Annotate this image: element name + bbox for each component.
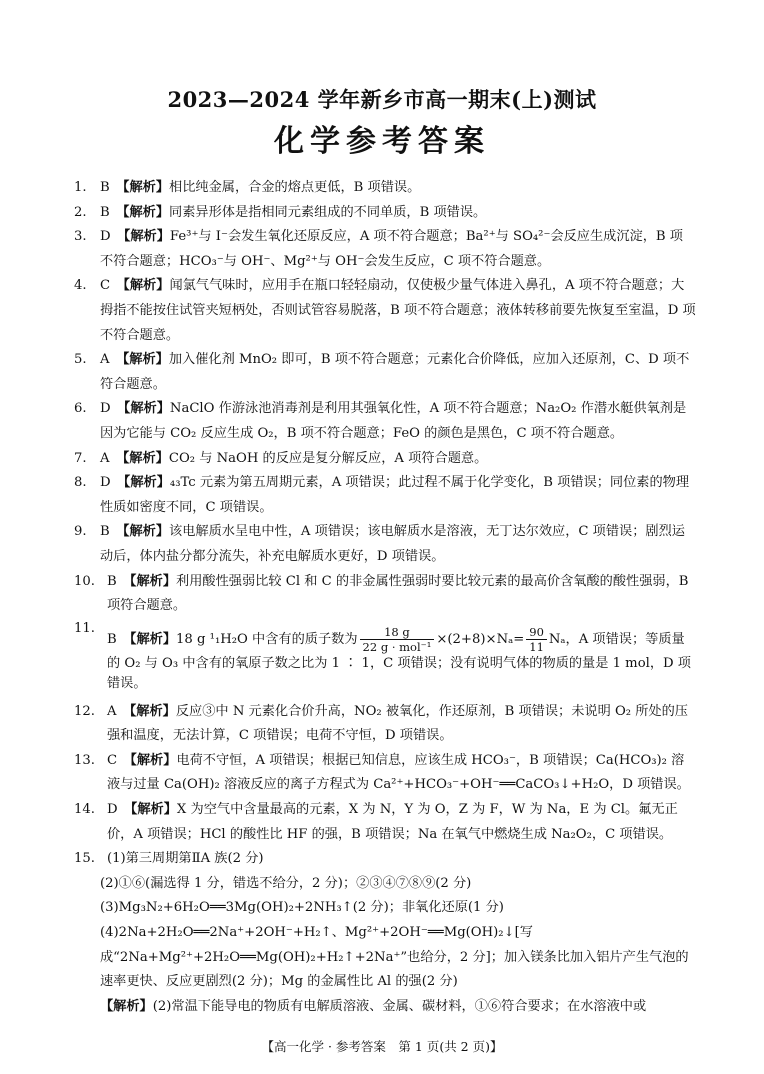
page-footer: 【高一化学 · 参考答案 第 1 页(共 2 页)】 — [261, 1039, 503, 1054]
q15-line-1: (1)第三周期第ⅡA 族(2 分) — [107, 851, 264, 867]
analysis-tag: 【解析】 — [129, 573, 177, 589]
analysis-tag: 【解析】 — [123, 401, 170, 417]
item-answer: A — [107, 703, 117, 719]
item-answer: B — [107, 573, 117, 589]
result-fraction — [526, 625, 547, 654]
item-number: 3. — [74, 229, 87, 245]
analysis-tag: 【解析】 — [100, 998, 153, 1014]
answer-item-4 — [74, 274, 696, 348]
item-number: 4. — [74, 278, 87, 294]
item-text: 相比纯金属，合金的熔点更低，B 项错误。 — [169, 180, 421, 195]
item-number: 13. — [74, 752, 95, 768]
item-number: 14. — [74, 802, 95, 818]
answer-item-6 — [74, 397, 696, 446]
q15-line-4-block — [74, 921, 696, 995]
item-number: 1. — [74, 180, 87, 195]
item-text: Fe³⁺与 I⁻会发生氧化还原反应，A 项不符合题意；Ba²⁺与 SO₄²⁻会反应生成沉淀，B 项不符合题意；HCO₃⁻与 OH⁻、Mg²⁺与 OH⁻会发生反应，C 项不符合题意。 — [100, 229, 683, 269]
analysis-tag: 【解析】 — [129, 703, 176, 719]
item-text: CO₂ 与 NaOH 的反应是复分解反应，A 项符合题意。 — [168, 450, 488, 466]
item-text: X 为空气中含量最高的元素，X 为 N，Y 为 O，Z 为 F，W 为 Na，E 为 Cl。氟无正价，A 项错误；HCl 的酸性比 HF 的强，B 项错误；Na 在氧气中燃烧生成 Na₂O₂，C 项错误。 — [107, 802, 678, 842]
analysis-tag: 【解析】 — [122, 204, 170, 220]
fraction-numerator: 18 g — [360, 625, 435, 640]
item-text: 加入催化剂 MnO₂ 即可，B 项不符合题意；元素化合价降低，应加入还原剂，C、D 项不符合题意。 — [100, 352, 690, 392]
analysis-tag: 【解析】 — [123, 278, 170, 294]
item-number: 7. — [74, 450, 87, 466]
item-answer: B — [100, 180, 110, 195]
answer-item-9 — [74, 520, 696, 569]
item-answer: D — [107, 802, 118, 818]
item-text-pre: 18 g ¹₁H₂O 中含有的质子数为 — [176, 631, 358, 647]
item-number: 9. — [74, 524, 87, 540]
item-text-mid: ×(2+8)×Nₐ= — [436, 631, 525, 647]
item-text: 利用酸性强弱比较 Cl 和 C 的非金属性强弱时要比较元素的最高价含氧酸的酸性强弱，B 项符合题意。 — [107, 573, 689, 614]
analysis-tag: 【解析】 — [122, 180, 170, 195]
item-number: 5. — [74, 352, 87, 368]
answer-item-15 — [74, 847, 696, 872]
item-number: 12. — [74, 703, 95, 719]
analysis-tag: 【解析】 — [129, 631, 177, 647]
item-answer: C — [107, 752, 118, 768]
answer-item-1 — [74, 176, 696, 201]
item-answer: A — [100, 352, 110, 368]
q15-explain-text: (2)常温下能导电的物质有电解质溶液、金属、碳材料，①⑥符合要求；在水溶液中或 — [152, 998, 647, 1014]
answer-item-12 — [74, 700, 696, 749]
answer-item-10 — [74, 570, 696, 619]
analysis-tag: 【解析】 — [122, 352, 169, 368]
item-answer: D — [100, 229, 111, 245]
item-answer: C — [100, 278, 111, 294]
answer-item-8 — [74, 471, 696, 520]
q15-line-3-block — [74, 896, 696, 921]
exam-title: 2023—2024 学年新乡市高一期末(上)测试 — [167, 87, 597, 112]
item-answer: D — [100, 475, 111, 491]
item-answer: B — [107, 631, 117, 647]
answer-item-2 — [74, 201, 696, 226]
analysis-tag: 【解析】 — [122, 524, 170, 540]
fraction-numerator: 90 — [526, 625, 547, 640]
analysis-tag: 【解析】 — [130, 802, 177, 818]
q15-line-3: (3)Mg₃N₂+6H₂O══3Mg(OH)₂+2NH₃↑(2 分)；非氧化还原(1 分) — [100, 900, 504, 916]
answer-item-7 — [74, 447, 696, 472]
item-answer: A — [100, 450, 110, 466]
answer-body — [74, 176, 696, 1019]
item-answer: B — [100, 204, 110, 220]
item-text: 同素异形体是指相同元素组成的不同单质，B 项错误。 — [169, 204, 487, 220]
item-text: NaClO 作游泳池消毒剂是利用其强氧化性，A 项不符合题意；Na₂O₂ 作潜水艇供氧剂是因为它能与 CO₂ 反应生成 O₂，B 项不符合题意；FeO 的颜色是黑色，C 项不符合题意。 — [100, 401, 687, 441]
q15-explanation — [74, 995, 696, 1020]
proton-fraction — [360, 625, 435, 654]
item-text: ₄₃Tc 元素为第五周期元素，A 项错误；此过程不属于化学变化，B 项错误；同位素的物理性质如密度不同，C 项错误。 — [100, 475, 690, 515]
item-number: 10. — [74, 573, 95, 589]
item-text-post: Nₐ，A 项错误；等质量的 O₂ 与 O₃ 中含有的氧原子数之比为 1 ∶ 1，C 项错误；没有说明气体的物质的量是 1 mol，D 项错误。 — [107, 631, 691, 691]
item-number: 8. — [74, 475, 87, 491]
fraction-denominator: 22 g · mol⁻¹ — [362, 639, 432, 654]
item-answer: B — [100, 524, 110, 540]
fraction-denominator: 11 — [529, 639, 544, 654]
item-number: 15. — [74, 851, 95, 867]
item-number: 11. — [74, 620, 95, 636]
item-number: 2. — [74, 204, 87, 220]
analysis-tag: 【解析】 — [122, 450, 169, 466]
item-text: 该电解质水呈电中性，A 项错误；该电解质水是溶液，无丁达尔效应，C 项错误；剧烈运动后，体内盐分都分流失，补充电解质水更好，D 项错误。 — [100, 524, 685, 564]
q15-line-4: (4)2Na+2H₂O══2Na⁺+2OH⁻+H₂↑、Mg²⁺+2OH⁻══Mg(OH)₂↓[写成“2Na+Mg²⁺+2H₂O══Mg(OH)₂+H₂↑+2Na⁺”也给分，2 分]；加入镁条比加入铝片产生气泡的速率更快、反应更剧烈(2 分)；Mg 的金属性比 Al 的强(2 分) — [100, 925, 689, 990]
q15-line-2: (2)①⑥(漏选得 1 分，错选不给分，2 分)；②③④⑦⑧⑨(2 分) — [100, 875, 472, 891]
answer-item-11 — [74, 619, 696, 700]
analysis-tag: 【解析】 — [123, 229, 170, 245]
answer-item-13 — [74, 749, 696, 798]
item-answer: D — [100, 401, 111, 417]
q15-line-2-block — [74, 872, 696, 897]
answer-item-5 — [74, 348, 696, 397]
answer-item-3 — [74, 225, 696, 274]
item-text: 电荷不守恒，A 项错误；根据已知信息，应该生成 HCO₃⁻，B 项错误；Ca(HCO₃)₂ 溶液与过量 Ca(OH)₂ 溶液反应的离子方程式为 Ca²⁺+HCO₃⁻+OH⁻══CaCO₃↓+H₂O，D 项错误。 — [107, 752, 690, 793]
item-text: 反应③中 N 元素化合价升高，NO₂ 被氧化，作还原剂，B 项错误；未说明 O₂ 所处的压强和温度，无法计算，C 项错误；电荷不守恒，D 项错误。 — [107, 703, 688, 744]
answer-key-title: 化学参考答案 — [274, 124, 490, 159]
item-text: 闻氯气气味时，应用手在瓶口轻轻扇动，仅使极少量气体进入鼻孔，A 项不符合题意；大拇指不能按住试管夹短柄处，否则试管容易脱落，B 项不符合题意；液体转移前要先恢复至室温，D 项不符合题意。 — [100, 278, 696, 343]
analysis-tag: 【解析】 — [130, 752, 177, 768]
analysis-tag: 【解析】 — [123, 475, 170, 491]
answer-item-14 — [74, 798, 696, 847]
item-number: 6. — [74, 401, 87, 417]
